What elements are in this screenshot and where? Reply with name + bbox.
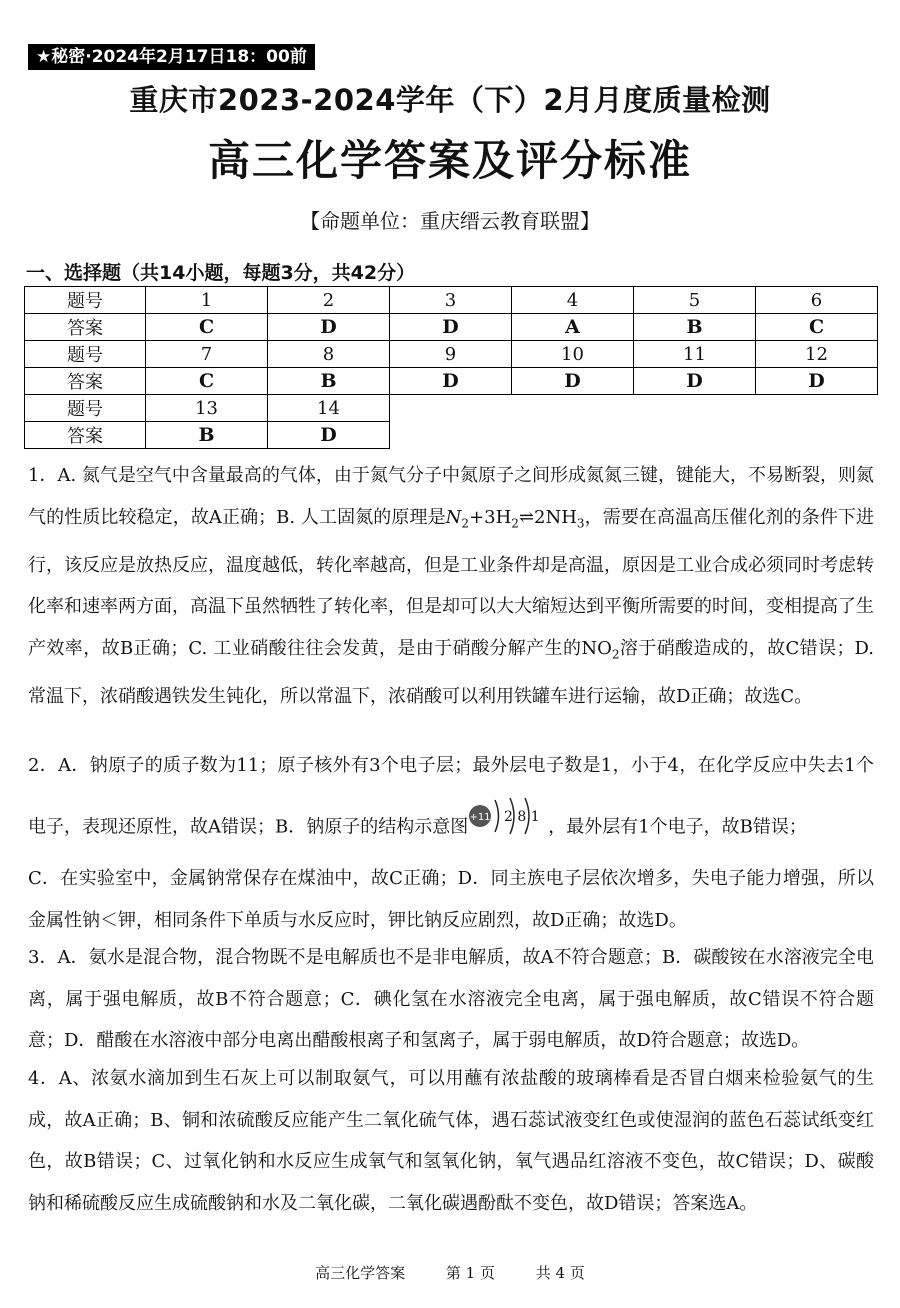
question-number: 8 (268, 341, 390, 368)
answer-cell: D (512, 368, 634, 395)
question-number: 10 (512, 341, 634, 368)
answer-table (24, 286, 878, 449)
row-label: 题号 (25, 341, 146, 368)
table-row (25, 287, 878, 314)
eq-sub: 3 (576, 516, 585, 531)
eq-sub: 2 (511, 516, 519, 531)
footer-title: 高三化学答案 (315, 1264, 406, 1282)
footer-page: 第 1 页 (445, 1264, 495, 1282)
row-label: 答案 (25, 314, 146, 341)
eq-arrow: ⇌2NH (518, 506, 577, 528)
exam-title: 重庆市2023-2024学年（下）2月月度质量检测 (129, 83, 771, 117)
table-row (25, 368, 878, 395)
eq-h2: +3H (469, 506, 512, 528)
explanation-q4: 4．A、浓氨水滴加到生石灰上可以制取氨气，可以用蘸有浓盐酸的玻璃棒看是否冒白烟来检验氨气的生成，故A正确；B、铜和浓硫酸反应能产生二氧化硫气体，遇石蕊试液变红色或使湿润的蓝色石蕊试纸变红色，故B错误；C、过氧化钠和水反应生成氧气和氢氧化钠，氧气遇品红溶液不变色，故C错误；D、碳酸钠和稀硫酸反应生成硫酸钠和水及二氧化碳，二氧化碳遇酚酞不变色，故D错误；答案选A。 (28, 1068, 874, 1214)
page-footer (0, 1262, 900, 1283)
empty-cell (390, 395, 878, 422)
answer-cell: B (268, 368, 390, 395)
row-label: 题号 (25, 287, 146, 314)
answer-cell: D (390, 368, 512, 395)
document-title: 高三化学答案及评分标准 (207, 136, 692, 185)
answer-cell: D (268, 314, 390, 341)
empty-cell (390, 422, 878, 449)
answer-cell: B (146, 422, 268, 449)
explanation-q2-cd: C．在实验室中，金属钠常保存在煤油中，故C正确；D．同主族电子层依次增多，失电子能力增强，所以金属性钠＜钾，相同条件下单质与水反应时，钾比钠反应剧烈，故D正确；故选D。 (28, 868, 874, 931)
answer-cell: A (512, 314, 634, 341)
nucleus-label: +11 (469, 812, 491, 823)
question-number: 12 (756, 341, 878, 368)
answer-cell: C (756, 314, 878, 341)
answer-cell: B (634, 314, 756, 341)
footer-total: 共 4 页 (535, 1264, 585, 1282)
question-number: 4 (512, 287, 634, 314)
row-label: 答案 (25, 368, 146, 395)
answer-cell: D (390, 314, 512, 341)
row-label: 答案 (25, 422, 146, 449)
eq-sub: 2 (461, 516, 470, 531)
q2-text-b: ，最外层有1个电子，故B错误； (548, 816, 807, 838)
table-row (25, 314, 878, 341)
question-number: 13 (146, 395, 268, 422)
q1-equation (445, 506, 585, 531)
q1-text-c: 溶于硝酸造成的，故C错误；D. 常温下，浓硝酸遇铁发生钝化，所以常温下，浓硝酸可以利用铁罐车进行运输，故D正确；故选C。 (28, 637, 874, 707)
table-row (25, 341, 878, 368)
explanation-q2-ab (28, 738, 874, 861)
question-number: 11 (634, 341, 756, 368)
shell-arc-1 (495, 800, 499, 832)
explanation-q3: 3．A．氨水是混合物，混合物既不是电解质也不是非电解质，故A不符合题意；B．碳酸铵在水溶液完全电离，属于强电解质，故B不符合题意；C．碘化氢在水溶液完全电离，属于强电解质，故C错误不符合题意；D．醋酸在水溶液中部分电离出醋酸根离子和氢离子，属于弱电解质，故D符合题意；故选D。 (28, 947, 874, 1051)
answer-cell: D (634, 368, 756, 395)
table-row (25, 422, 878, 449)
section-heading: 一、选择题（共14小题，每题3分，共42分） (26, 262, 416, 284)
answer-cell: D (268, 422, 390, 449)
issuing-unit: 【命题单位：重庆缙云教育联盟】 (300, 209, 600, 233)
question-number: 5 (634, 287, 756, 314)
answer-cell: C (146, 314, 268, 341)
explanation-q1 (28, 455, 874, 717)
question-number: 2 (268, 287, 390, 314)
question-number: 3 (390, 287, 512, 314)
secret-label: ★秘密·2024年2月17日18：00前 (28, 44, 315, 70)
eq-n2: N (445, 506, 462, 528)
question-number: 14 (268, 395, 390, 422)
question-number: 1 (146, 287, 268, 314)
shell-electrons: 2 8 1 (504, 809, 540, 825)
question-number: 7 (146, 341, 268, 368)
question-number: 9 (390, 341, 512, 368)
q1-text-b: ，需要在高温高压催化剂的条件下进行，该反应是放热反应，温度越低，转化率越高，但是工业条件却是高温，原因是工业合成必须同时考虑转化率和速率两方面，高温下虽然牺牲了转化率，但是却可以大大缩短达到平衡所需要的时间，变相提高了生产效率，故B正确；C. 工业硝酸往往会发黄，是由于硝酸分解产生的NO (28, 506, 875, 659)
q2-text-a: 2．A．钠原子的质子数为11；原子核外有3个电子层；最外层电子数是1，小于4，在化学反应中失去1个电子，表现还原性，故A错误；B．钠原子的结构示意图 (28, 755, 874, 838)
row-label: 题号 (25, 395, 146, 422)
question-number: 6 (756, 287, 878, 314)
answer-cell: D (756, 368, 878, 395)
no2-sub: 2 (611, 647, 620, 662)
answer-cell: C (146, 368, 268, 395)
table-row (25, 395, 878, 422)
sodium-atom-diagram (468, 794, 548, 861)
q1-text-a: 1．A. 氮气是空气中含量最高的气体，由于氮气分子中氮原子之间形成氮氮三键，键能大，不易断裂，则氮气的性质比较稳定，故A正确；B. 人工固氮的原理是 (28, 465, 874, 528)
